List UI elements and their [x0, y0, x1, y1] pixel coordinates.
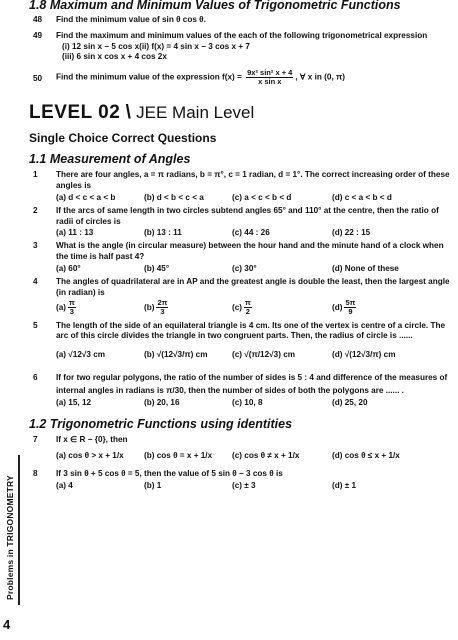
question-5: 5 The length of the side of an equilateral triangle is 4 cm. Its one of the vertex is centre of a circle. The arc of this circle divides the triangle in two congruent parts. Then, the radius of circle is ......	[33, 320, 446, 341]
question-7: 7 If x ∈ R − {0}, then	[33, 435, 128, 445]
question-8: 8 If 3 sin θ + 5 cos θ = 5, then the value of 5 sin θ − 3 cos θ is	[33, 468, 283, 478]
question-3: 3 What is the angle (in circular measure) between the hour hand and the minute hand of a clock when the time is half past 4?	[33, 241, 444, 262]
subheading-single-choice: Single Choice Correct Questions	[29, 131, 217, 146]
question-4: 4 The angles of quadrilateral are in AP and the greatest angle is double the least, then the largest angle (in radian) is	[33, 276, 450, 297]
page-content	[29, 0, 455, 491]
section-heading-1-8: 1.8 Maximum and Minimum Values of Trigonometric Functions	[29, 0, 401, 12]
options-q2: (a) 11 : 13 (b) 13 : 11 (c) 44 : 26 (d) 22 : 15	[56, 228, 371, 238]
side-rule	[18, 455, 20, 605]
options-q8: (a) 4 (b) 1 (c) ± 3 (d) ± 1	[56, 480, 357, 490]
options-q3: (a) 60° (b) 45° (c) 30° (d) None of these	[56, 263, 399, 273]
fraction: $\frac{\pi}{3}$	[69, 297, 75, 316]
running-title: Problems in TRIGONOMETRY	[5, 475, 15, 600]
question-2: 2 If the arcs of same length in two circles subtend angles 65° and 110° at the centre, then the ratio of radii of circles is	[33, 205, 439, 226]
options-q1: (a) d < c < a < b (b) d < b < c < a (c) a < c < b < d (d) c < a < b < d	[56, 192, 392, 202]
options-q7: (a) cos θ > x + 1/x (b) cos θ = x + 1/x (c) cos θ ≠ x + 1/x (d) cos θ ≤ x + 1/x	[56, 450, 400, 460]
question-49: 49 Find the maximum and minimum values of the each of the following trigonometrical expression (i) 12 sin x − 5 cos x(ii) f(x) = 4 sin x − 3 cos x + 7 (iii) 6 sin x cos x + 4 cos 2x	[33, 30, 428, 62]
options-q6: (a) 15, 12 (b) 20, 16 (c) 10, 8 (d) 25, 20	[56, 398, 368, 408]
level-heading: LEVEL 02 \ JEE Main Level	[29, 102, 255, 124]
side-margin	[0, 455, 24, 640]
fraction: $\frac{2\pi}{3}$	[157, 297, 168, 316]
page-number: 4	[3, 617, 11, 632]
section-heading-1-1: 1.1 Measurement of Angles	[29, 152, 191, 167]
question-50: 50 Find the minimum value of the expression f(x) = $\frac{\text{9x² sin² x + 4}}{\text{x sin x}}$ , ∀ x in (0, π)	[33, 68, 345, 87]
question-1: 1 There are four angles, a = π radians, b = π°, c = 1 radian, d = 1°. The correct increasing order of these angles is	[33, 170, 450, 190]
fraction: $\frac{\text{9x² sin² x + 4}}{\text{x sin x}}$	[247, 68, 293, 87]
options-q5: (a) √12√3 cm (b) √(12√3/π) cm (c) √(π/12√3) cm (d) √(12√3/π) cm	[56, 350, 396, 360]
question-48: 48 Find the minimum value of sin θ cos θ.	[33, 15, 206, 24]
question-6: 6 If for two regular polygons, the ratio of the number of sides is 5 : 4 and difference of the measures of internal angles in radians is π/30, then the number of sides of both the polygons are ...... .	[33, 373, 448, 395]
section-heading-1-2: 1.2 Trigonometric Functions using identities	[29, 417, 293, 432]
fraction: $\frac{\pi}{2}$	[245, 297, 251, 316]
fraction: $\frac{5\pi}{9}$	[345, 297, 356, 316]
options-q4: (a) $\frac{\pi}{3}$ (b) $\frac{2\pi}{3}$ (c) $\frac{\pi}{2}$ (d) $\frac{5\pi}{9}$	[56, 297, 356, 316]
